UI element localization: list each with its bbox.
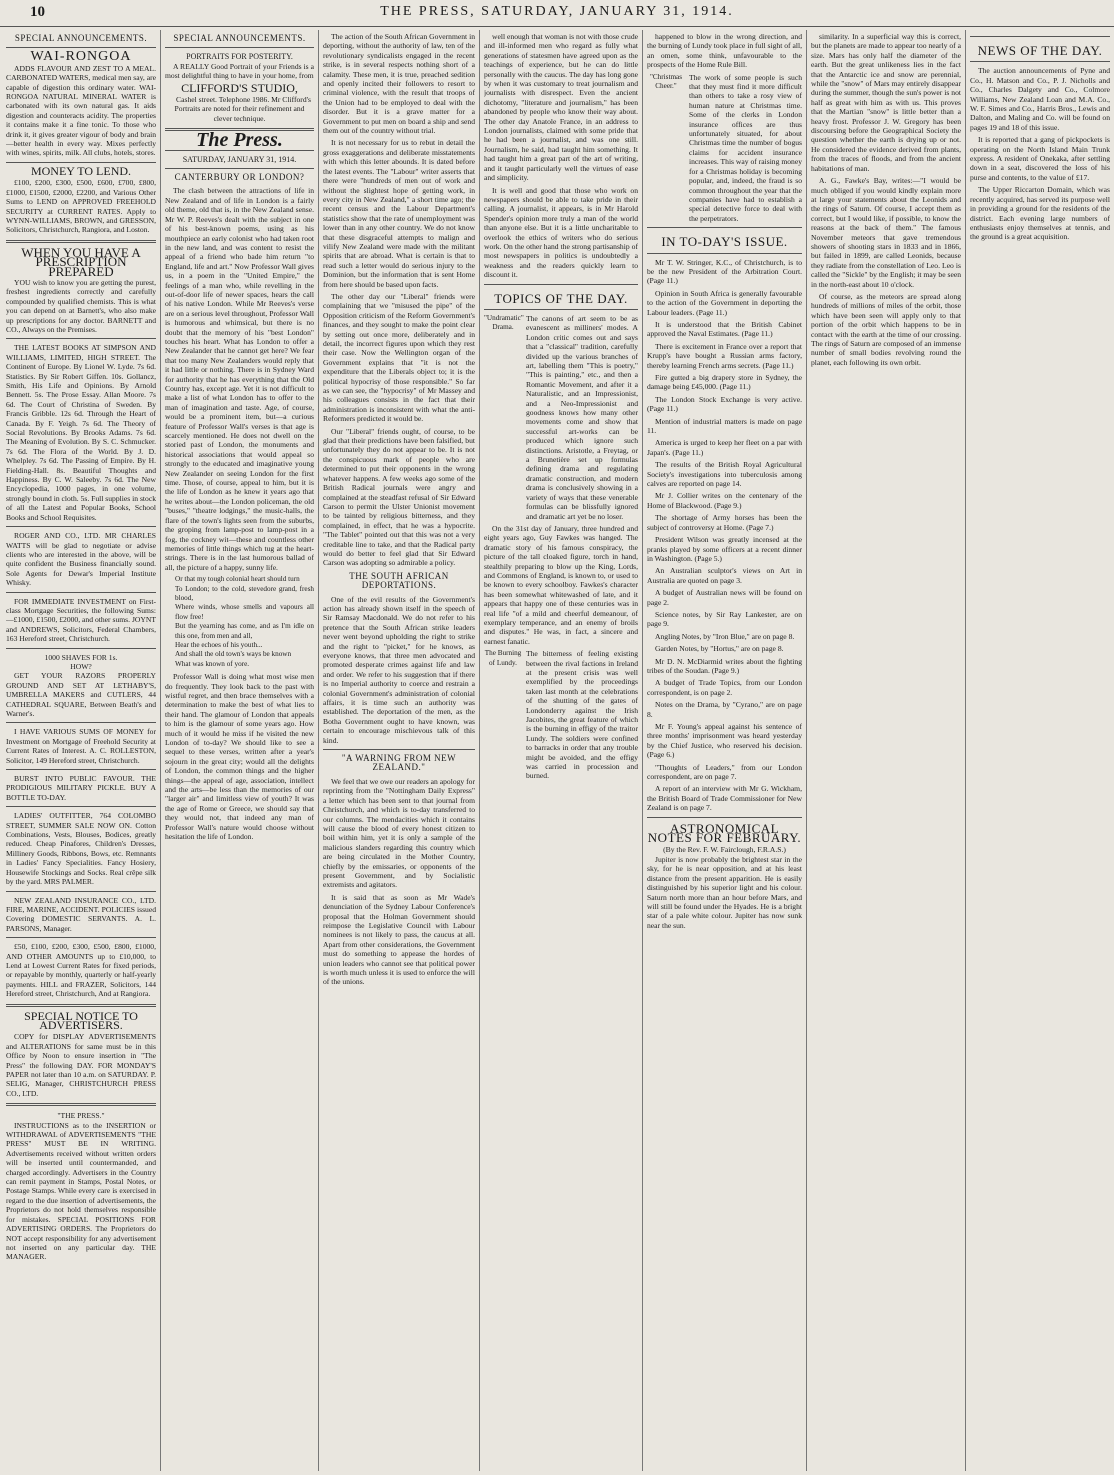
astro-byline: (By the Rev. F. W. Fairclough, F.R.A.S.) — [663, 845, 786, 855]
topic-label: "Christmas Cheer." — [649, 72, 683, 91]
poem-line: But the yearning has come, and as I'm idle on this one, from men and all, — [175, 622, 314, 640]
ad-body-notice: COPY for DISPLAY ADVERTISEMENTS and ALTERATIONS for same must be in this Office by Noon to ensure insertion in "The Press" the following DAY. FOR MONDAY'S PAPER not later than 10 a.m. on SATURDAY. P. SELIG, Manager, CHRISTCHURCH PRESS CO., LTD. — [6, 1032, 156, 1098]
column-rule — [642, 30, 643, 1471]
topic-label: The Burning of Lundy. — [484, 649, 522, 667]
topic-body: The bitterness of feeling existing between the rival factions in Ireland at the present crisis was well exemplified by the proceedings taken last month at the celebrations of the shutting of the gates of Londonderry against the Irish Jacobites, the great feature of which is the burning in effigy of the traitor Lundy. The soldiers were confined to barracks in order that any trouble might be avoided, and the effigy was carried in procession and burned. — [526, 649, 638, 781]
ad-body-trust: I HAVE VARIOUS SUMS OF MONEY for Investment on Mortgage of Freehold Security at Current Rates of Interest. A. C. ROLLESTON, Solicitor, 149 Hereford street, Christchurch. — [6, 727, 156, 765]
ad-title-wairongoa: WAI-RONGOA — [30, 49, 132, 65]
column-7 — [970, 32, 1110, 1469]
issue-item: The London Stock Exchange is very active. (Page 11.) — [647, 394, 802, 414]
article-body: Our "Liberal" friends ought, of course, to be glad that their predictions have been falsified, but unfortunately they do not appear to be. It is not the conspicuous mark of people who are determined to put their opponents in the wrong whatever happens. A few weeks ago some of the British Radical journals were angry and complained at the steadfast refusal of Sir Edward Carson to permit the Ulster Unionist movement to be tainted by religious bitterness, and they complained, in effect, that he was a hypocrite. "The Tablet" pointed out that this was not a very creditable line to take, and that the Radical party would do better to feel glad that Sir Edward Carson was adopting so admirable a policy. — [323, 426, 475, 568]
ad-title-money: MONEY TO LEND. — [30, 163, 132, 178]
article-body: happened to blow in the wrong direction, and the burning of Lundy took place in full sight of all, an omen, some think, unfavourable to the prospects of the Home Rule Bill. — [647, 32, 802, 70]
ad-body-money: £100, £200, £300, £500, £600, £700, £800, £1000, £1500, £2000, £2200, and Various Other Sums to LEND on APPROVED FREEHOLD SECURITY at CURRENT RATES. Apply to WYNN-WILLIAMS, BROWN, and GRESSON, Solicitors, Christchurch, Rangiora, and Loston. — [6, 178, 156, 235]
issue-item: The shortage of Army horses has been the subject of controversy at Home. (Page 7.) — [647, 513, 802, 532]
section-heading: SPECIAL ANNOUNCEMENTS. — [173, 33, 306, 43]
poem-line: Hear the echoes of his youth... — [175, 640, 263, 649]
page-number: 10 — [30, 4, 45, 20]
article-body: A. G., Fawke's Bay, writes:—"I would be much obliged if you would kindly explain more at large your statements about the Leonids and the rings of Saturn. Of course, I accept them as correct, but I would like, if possible, to know the reasons at the back of them." The famous November meteors that gave tremendous showers of shooting stars in 1833 and in 1866, but failed in 1899, are called Leonids, because they radiate from the constellation of Leo. Leo is called the "Sickle" by the English; it may be seen in the north-east about 10 o'clock. — [811, 176, 961, 289]
column-rule — [479, 30, 480, 1471]
masthead: THE PRESS, SATURDAY, JANUARY 31, 1914. — [380, 4, 734, 19]
topics-title: TOPICS OF THE DAY. — [494, 290, 628, 306]
column-1 — [6, 32, 156, 1469]
portraits-title: PORTRAITS FOR POSTERITY. — [186, 52, 293, 62]
ad-body-lend: £50, £100, £200, £300, £500, £800, £1000, AND OTHER AMOUNTS up to £10,000, to Lend at Lowest Current Rates for fixed periods, or repayable by monthly, quarterly or half-yearly payments. HILL and FRAZER, Solicitors, 144 Hereford street, Christchurch, And at Rangiora. — [6, 942, 156, 999]
column-rule — [965, 30, 966, 1471]
topic-item — [484, 314, 638, 521]
issue-item: Mr D. N. McDiarmid writes about the fighting tribes of the Soudan. (Page 9.) — [647, 656, 802, 675]
ad-body-nzins: NEW ZEALAND INSURANCE CO., LTD. FIRE, MARINE, ACCIDENT. POLICIES issued Covering DOMESTIC SERVANTS. A. L. PARSONS, Manager. — [6, 895, 156, 933]
rules-body: INSTRUCTIONS as to the INSERTION or WITHDRAWAL of ADVERTISEMENTS "THE PRESS" MUST BE IN WRITING. Advertisements received without written orders will be inserted until countermanded, and charged accordingly. Advertisers in the Country can remit payment in Stamps, Postal Notes, or Postage Stamps. While every care is exercised in regard to the due insertion of advertisements, the Proprietors do not hold themselves responsible for mistakes. SPECIAL POSITIONS FOR ADVERTISING ORDERS. The Proprietors do NOT accept responsibility for any advertisement not inserted on any particular day. THE MANAGER. — [6, 1120, 156, 1262]
paper-title: The Press. — [196, 129, 283, 152]
ad-title-notice: SPECIAL NOTICE TO ADVERTISERS. — [24, 1008, 138, 1032]
poem-line: Where winds, whose smells and vapours all flow free! — [175, 603, 314, 621]
warning-title: "A WARNING FROM NEW ZEALAND." — [341, 753, 457, 773]
news-title: NEWS OF THE DAY. — [977, 43, 1103, 58]
issue-item: A budget of Trade Topics, from our London correspondent, is on page 2. — [647, 678, 802, 697]
ad-title-prescription: WHEN YOU HAVE A PRESCRIPTION PREPARED — [21, 244, 141, 279]
issue-item: Science notes, by Sir Ray Lankester, are on page 9. — [647, 609, 802, 629]
article-body: The other day our "Liberal" friends were complaining that we "misused the pipe" of the Opposition criticism of the Reform Government's finances, and they sought to make the point clear by setting out once more, deliberately and in detail, the incorrect figures upon which they rest their case. Now the Wellington organ of the Government explains that "it is not the expenditure that the Liberals object to; it is the political hypocrisy of those responsible." So far as we can see, the "hypocrisy" of Mr Massey and his colleagues consists in the fact that their administration is inconsistent with what the anti-Reformers predicted it would be. — [323, 291, 475, 424]
topic-item — [484, 649, 638, 781]
article-body: similarity. In a superficial way this is correct, but the planets are made to appear too nearly of a size. Mars has only half the diameter of the earth. But the great unlikeness lies in the fact that the Antarctic ice and snow are perennial, while the "snow" of Mars may entirely disappear during the summer, though the sun's power is not half as great with him as with us. This proves that the Martian "snow" is little better than a heavy frost. Professor J. W. Gregory has been discoursing before the Geographical Society the question whether the earth is drying up or not. He considered the evidence derived from plants, from the traces of floods, and from the ancient habitations of man. — [811, 32, 961, 173]
news-item: It is reported that a gang of pickpockets is operating on the North Island Main Trunk express. A resident of Onekaka, after settling down in a seat, discovered the loss of his purse and contents, to the value of £17. — [970, 135, 1110, 182]
issue-item: An Australian sculptor's views on Art in Australia are quoted on page 3. — [647, 566, 802, 585]
ad-body-roger: ROGER AND CO., LTD. MR CHARLES WATTS will be glad to negotiate or advise clients who are interested in the above, will be quite confident the Business financially sound. Sole Agents for Dewar's Imperial Institute Whisky. — [6, 531, 156, 588]
ad-body-investment: FOR IMMEDIATE INVESTMENT on First-class Mortgage Securities, the following Sums:—£1000, £1500, £2000, and other sums. JOYNT and ANDREWS, Solicitors, Federal Chambers, 163 Hereford street, Christchurch. — [6, 596, 156, 644]
article-body: It is not necessary for us to rebut in detail the gross exaggerations and deliberate misstatements with which this letter abounds. It is dated before the latest events. The "Labour" writer asserts that there were "hundreds of men out of work and without the slightest hope of getting work, in every city in New Zealand," a short time ago; the recent census and the Labour Department's statistics show that the rate of unemployment was lower than in any other country. We do not know that these disgraceful attempts to malign and vilify New Zealand were made with the militant spirits that are abroad. What is certain is that to read such a letter would do serious injury to the Dominion, but the information that is sent Home from here should be based upon facts. — [323, 138, 475, 289]
issue-item: Mention of industrial matters is made on page 11. — [647, 416, 802, 436]
issue-list — [647, 258, 802, 813]
issue-item: Mr T. W. Stringer, K.C., of Christchurch, is to be the new President of the Arbitration Court. (Page 11.) — [647, 257, 802, 286]
column-2 — [165, 32, 314, 1469]
column-4 — [484, 32, 638, 1469]
issue-item: "Thoughts of Leaders," from our London correspondent, are on page 7. — [647, 762, 802, 782]
issue-title: IN TO-DAY'S ISSUE. — [661, 234, 788, 250]
warning-body: We feel that we owe our readers an apology for reprinting from the "Nottingham Daily Express" a letter which has been sent to that journal from Christchurch, and which is to-day transferred to our columns. The mendacities which it contains will cause the blood of every honest citizen to boil within him, yet it is only a sample of the malicious slanders regarding this country which are being circulated in the Mother Country, chiefly by the emissaries, or opponents of the present Government, and by Socialistic extremists and agitators. — [323, 776, 475, 890]
studio-body: Cashel street. Telephone 1986. Mr Clifford's Portraits are noted for their refinement and clever technique. — [174, 95, 311, 123]
page-header — [0, 0, 1114, 27]
poem — [175, 575, 314, 669]
issue-item: There is excitement in France over a report that Krupp's have bought a Russian arms factory, thereby learning French arms secrets. (Page 11.) — [647, 341, 802, 370]
portraits-body: A REALLY Good Portrait of your Friends is a most delightful thing to have in your home, from — [165, 61, 314, 81]
ad-body-wairongoa: ADDS FLAVOUR AND ZEST TO A MEAL. CARBONATED WATERS, medical men say, are capable of digestion this ordinary water. WAI-RONGOA NATURAL MINERAL WATER is carbonated with its own natural gas. It aids digestion and counteracts acidity. The properties it contains make it a fine tonic. To those who drink it, it gives greater vigour of body and brain—better health in every way. Mixes perfectly with wines, spirits, milk. All clubs, hotels, stores. — [6, 63, 156, 158]
issue-item: America is urged to keep her fleet on a par with Japan's. (Page 11.) — [647, 438, 802, 457]
rules-title: "THE PRESS." — [57, 1111, 105, 1121]
ad-body-ladies: LADIES' OUTFITTER, 764 COLOMBO STREET, SUMMER SALE NOW ON. Cotton Combinations, Vests, Blouses, Bodices, greatly reduced. Cheap Pinafores, Children's Dresses, Millinery Goods, Ribbons, Bows, etc. Remnants in Ladies' Fancy Specialities. Fancy Hosiery, Housewife Stockings and Socks. Real crêpe silk by the yard. MRS PALMER. — [6, 811, 156, 887]
editorial-body: The clash between the attractions of life in New Zealand and of life in London is a fairly old theme, old that is, in the New Zealand sense. Mr W. P. Reeves's dealt with the subject in one of his best-known poems, using as his mouthpiece an early colonist who had taken root in the new land, and was content to resist the appeal of a friend who bade him return "to England, life and art." Now Professor Wall gives us, in a poem in the "United Empire," the feelings of a man who, while revelling in the out-of-door life of newer spaces, hears the call of his native London. While Mr Reeves's verse are on a serious level throughout, Professor Wall is humorous and whimsical, but there is no doubt that the memory of his "best London" touches his heart. What has London to offer a New Zealander that he cannot get here? We fear that too many New Zealanders would reply that it had little or nothing. There is in Sydney Ward for authority that he has everything that the Old Country has, except age. Yet it is not difficult to make a list of what London has to offer to the man of imagination and taste. Age, of course, would be a prominent item, but—a curious feature of Professor Wall's verses is that age is scarcely mentioned. He does not dwell on the storied past of London, the monuments and historical associations that would appeal so strongly to the educated and imaginative young New Zealander on seeing London for the first time. Those, of course, appeal to him, but it is the life of London as he knew it years ago that he writes about—the London policeman, the old "buses," "theatre lodgings," the music-halls, the flare of the town's lights seen from the suburbs, the groping from lamp-post to lamp-post in a fog, the cockney wit—these and countless other memories of little things which tug at the heart-strings. There is in the last humorous ballad of all, the picture of a happy, sunny life. — [165, 186, 314, 572]
topic-label: "Undramatic" Drama. — [484, 313, 524, 332]
astro-body: Jupiter is now probably the brightest star in the sky, for he is near opposition, and at his least distance from the present apparition. He is easily distinguished by his superior light and his colour. Saturn north more than an hour before Mars, and will still be found under the Hyades. He is a bright star of a pale white colour. Jupiter has now sunk near the sun. — [647, 854, 802, 930]
topic-body: The canons of art seem to be as evanescent as milliners' modes. A London critic comes out and says that a "classical" tradition, carefully divided up the various branches of art, labelling them "This is poetry," "This is painting," etc., and then a Romantic Movement, and after it a Naturalistic, and an Impressionist, and a Neo-Impressionist and goodness knows how many other movements come and show that successful art-works can be produced which ignore such distinctions. Aristotle, a Freytag, or a Brunetière set up formulas defining drama and regulating dramatic construction, and modern drama is conclusively showing in a variety of ways that these venerable formulas can be blissfully ignored and dramatic art yet be no loser. — [526, 313, 638, 521]
poem-line: What was known of yore. — [175, 659, 250, 668]
issue-item: Mr F. Young's appeal against his sentence of three months' imprisonment was heard yesterday by the Chief Justice, who reserved his decision. (Page 6.) — [647, 722, 802, 760]
news-item: The auction announcements of Pyne and Co., H. Matson and Co., P. J. Nicholls and Co., Charles Dalgety and Co., Colmore Williams, New Zealand Loan and M.A. Co., W. F. Simes and Co., Harris Bros., Lewis and Dalton, and Maling and Co. will be found on pages 19 and 18 of this issue. — [970, 66, 1110, 132]
studio-name: CLIFFORD'S STUDIO, — [181, 80, 298, 95]
issue-item: A budget of Australian news will be found on page 2. — [647, 588, 802, 607]
issue-item: Notes on the Drama, by "Cyrano," are on page 8. — [647, 700, 802, 719]
article-body: Of course, as the meteors are spread along hundreds of millions of miles of the orbit, those which have been seen will apply only to that portion of the orbit which happens to be in contact with the earth at the time of our crossing. The rings of Saturn are composed of an immense number of small bodies revolving round the planet, each following its own orbit. — [811, 291, 961, 367]
article-body: The action of the South African Government in deporting, without the authority of law, ten of the revolutionary syndicalists engaged in the recent strike, is in several respects nothing short of a calamity. These men, it is true, preached sedition and openly incited their followers to resort to criminal violence, with the result that troops of the Union had to be employed to deal with the disorder. But it is a grave matter for a Government to put men on board a ship and send them out of the country without trial. — [323, 32, 475, 136]
astro-title: ASTRONOMICAL NOTES FOR FEBRUARY. — [647, 820, 802, 846]
issue-item: President Wilson was greatly incensed at the pranks played by some officers at a recent dinner in Washington. (Page 5.) — [647, 535, 802, 563]
issue-item: Mr J. Collier writes on the centenary of the Home of Blackwood. (Page 9.) — [647, 491, 802, 510]
article-body: well enough that woman is not with those crude and ill-informed men who regard as fully what generations of statesmen have agreed upon as the teachings of experience, but he can do little personally with the caucus. The day has long gone by when it was customary to treat journalism and journalists with disrespect. Even the ancient dichotomy, "literature and journalism," has been abandoned by people who know their way about. The other day Anatole France, in an address to London journalists, claimed with some pride that he had been a journalist, and was one still. Journalism, he said, had taught him something. It had taught him a great part of the art of writing, and it taught particularly well the virtues of ease and simplicity. — [484, 32, 638, 183]
issue-item: Angling Notes, by "Iron Blue," are on page 8. — [655, 631, 795, 641]
issue-item: Fire gutted a big drapery store in Sydney, the damage being £45,000. (Page 11.) — [647, 373, 802, 392]
news-item: The Upper Riccarton Domain, which was recently acquired, has served its purpose well in providing a ground for the residents of the district. Each evening large numbers of enthusiasts enjoy themselves at tennis, and the ground is a great acquisition. — [970, 185, 1110, 242]
column-5 — [647, 32, 802, 1469]
column-rule — [806, 30, 807, 1471]
issue-item: The results of the British Royal Agricultural Society's investigations into tuberculosis among calves are reported on page 14. — [647, 460, 802, 489]
column-6 — [811, 32, 961, 1469]
editorial-title: CANTERBURY OR LONDON? — [174, 172, 305, 183]
article-body: One of the evil results of the Government's action has already shown itself in the speech of Sir Ramsay Macdonald. We do not refer to his pretence that the South African strike leaders never went beyond upholding the right to strike and the right to "picket," for he knows, as everyone knows, that three men advocated and promoted desperate crimes against life and law and order. We refer to his suggestion that if there is no Imperial authority to coerce and restrain a colonial Government's administration of colonial affairs, it is time such an authority was established. The deportation of the men, as the Botha Government ought to have known, was certain to encourage mischievous talk of this kind. — [323, 594, 475, 745]
ad-shaves-how: HOW? — [70, 661, 92, 671]
ad-body-shaves: GET YOUR RAZORS PROPERLY GROUND AND SET AT LETHABY'S, UMBRELLA MAKERS and CUTLERS, 44 CATHEDRAL SQUARE, Between Beath's and Warner's. — [6, 671, 156, 718]
poem-line: Or that my tough colonial heart should turn — [175, 575, 300, 584]
section-heading: SPECIAL ANNOUNCEMENTS. — [14, 33, 148, 43]
sa-title: THE SOUTH AFRICAN DEPORTATIONS. — [349, 570, 449, 591]
column-rule — [318, 30, 319, 1471]
column-3 — [323, 32, 475, 1469]
article-body: On the 31st day of January, three hundred and eight years ago, Guy Fawkes was hanged. The dramatic story of his famous conspiracy, the picture of the tall cloaked figure, torch in hand, stealthily preparing to blow up the King, Lords, and Commons of England, is known to, or used to be known to every schoolboy. Fawkes's character has been somewhat whitewashed of late, and it appears that happy one of these centuries was in real life "of a mild and cheerful demeanour, of exemplary temperance, and an enemy of broils and disputes." He was, in fact, a sincere and earnest fanatic. — [484, 523, 638, 646]
ad-body-prescription: YOU wish to know you are getting the purest, freshest ingredients correctly and carefully compounded by qualified chemists. This is what you can depend on at Barnett's, who also make up prescriptions for any doctor. BARNETT and CO., Always on the Premises. — [6, 277, 156, 334]
issue-item: A report of an interview with Mr G. Wickham, the British Board of Trade Commissioner for New Zealand is on page 7. — [647, 784, 802, 813]
article-body: It is well and good that those who work on newspapers should be able to take pride in their calling. A journalist, it appears, is in Mr Harold Spender's opinion more truly a man of the world than anyone else. But it is a little uncharitable to overlook the ethics of writers who do serious work. On the other hand the strong partisanship of most newspapers in politics is undoubtedly a weakness and the readers quickly learn to discount it. — [484, 185, 638, 280]
ad-title-shaves: 1000 SHAVES FOR 1s. — [44, 652, 118, 662]
issue-item: It is understood that the British Cabinet approved the Naval Estimates. (Page 11.) — [647, 319, 802, 339]
ad-body-books: THE LATEST BOOKS AT SIMPSON AND WILLIAMS, LIMITED, HIGH STREET. The Continent of Europe. By Lionel W. Lyde. 7s 6d. Statistics. By Sir Robert Giffen. 10s. Gollancz, Smith, His Life and Opinions. By Arnold Bennett. 5s. The Prose Essay. Allan Moore. 7s 6d. The Court of Christina of Sweden. By Francis Gribble. 12s 6d. Through the Heart of Canada. By F. Yeigh. 7s 6d. The Theory of Social Revolutions. By Brooks Adams. 7s 6d. The Meaning of Evolution. By S. C. Schmucker. 7s 6d. The Flora of the World. By J. D. Whelpley. 7s 6d. The Passing of Empire. By H. Fielding-Hall. 8s. Beautiful Thoughts and Happiness. By C. W. Saleeby. 7s 6d. The New Encyclopedia, 1000 pages, in one volume, strongly bound in cloth. 5s. Full supplies in stock of all the Latest and Popular Books, School Books and School Requisites. — [6, 343, 156, 522]
ad-body-burst: BURST INTO PUBLIC FAVOUR. THE PRODIGIOUS MILITARY PICKLE. BUY A BOTTLE TO-DAY. — [6, 774, 156, 802]
poem-line: And shall the old town's ways be known — [175, 650, 292, 659]
topic-item — [647, 73, 802, 224]
paper-date: SATURDAY, JANUARY 31, 1914. — [182, 154, 297, 164]
column-rule — [160, 30, 161, 1471]
editorial-body-2: Professor Wall is doing what most wise men do frequently. They look back to the past with wistful regret, and then brace themselves with a determination to make the best of what lies to their hand. The glamour of London that appeals to him is the glamour of some years ago. How much of it would he miss if he visited the new London of to-day? We should like to see a sequel to these verses, written after a year's sojourn in the great city; would all the delights of London, the common things and the higher things—the appeal of age, association, intellect and the arts—be less than the memories of our "larger air" and limitless view of youth? It was the age of Rome or Greece, we should say that they would not, that indeed any man of Professor Wall's nature would choose without hesitation the life of London. — [165, 672, 314, 842]
issue-item: Garden Notes, by "Hortus," are on page 8. — [655, 644, 784, 654]
poem-line: To London; to the cold, stevedore grand, fresh blood, — [175, 584, 314, 602]
article-body: It is said that as soon as Mr Wade's denunciation of the Sydney Labour Conference's proposal that the Holman Government should reimpose the Legislative Council with Labour nominees is not likely to pass, the caucus at all. Apart from other considerations, the Government must do something to appease the hordes of union leaders who cannot see that political power is worth much unless it is used to enforce the will of the unions. — [323, 892, 475, 987]
topic-body: The work of some people is such that they must find it more difficult than others to take a rosy view of human nature at Christmas time. Some of the clerks in London insurance offices are thus unfortunately situated, for about Christmas time the number of bogus claims for accident insurance increases. This way of raising money for a Christmas holiday is becoming popular, and, indeed, the fraud is so common throughout the year that the companies have had to establish a special detective force to deal with the perpetrators. — [689, 72, 802, 223]
issue-item: Opinion in South Africa is generally favourable to the action of the Government in deporting the Labour leaders. (Page 11.) — [647, 288, 802, 317]
